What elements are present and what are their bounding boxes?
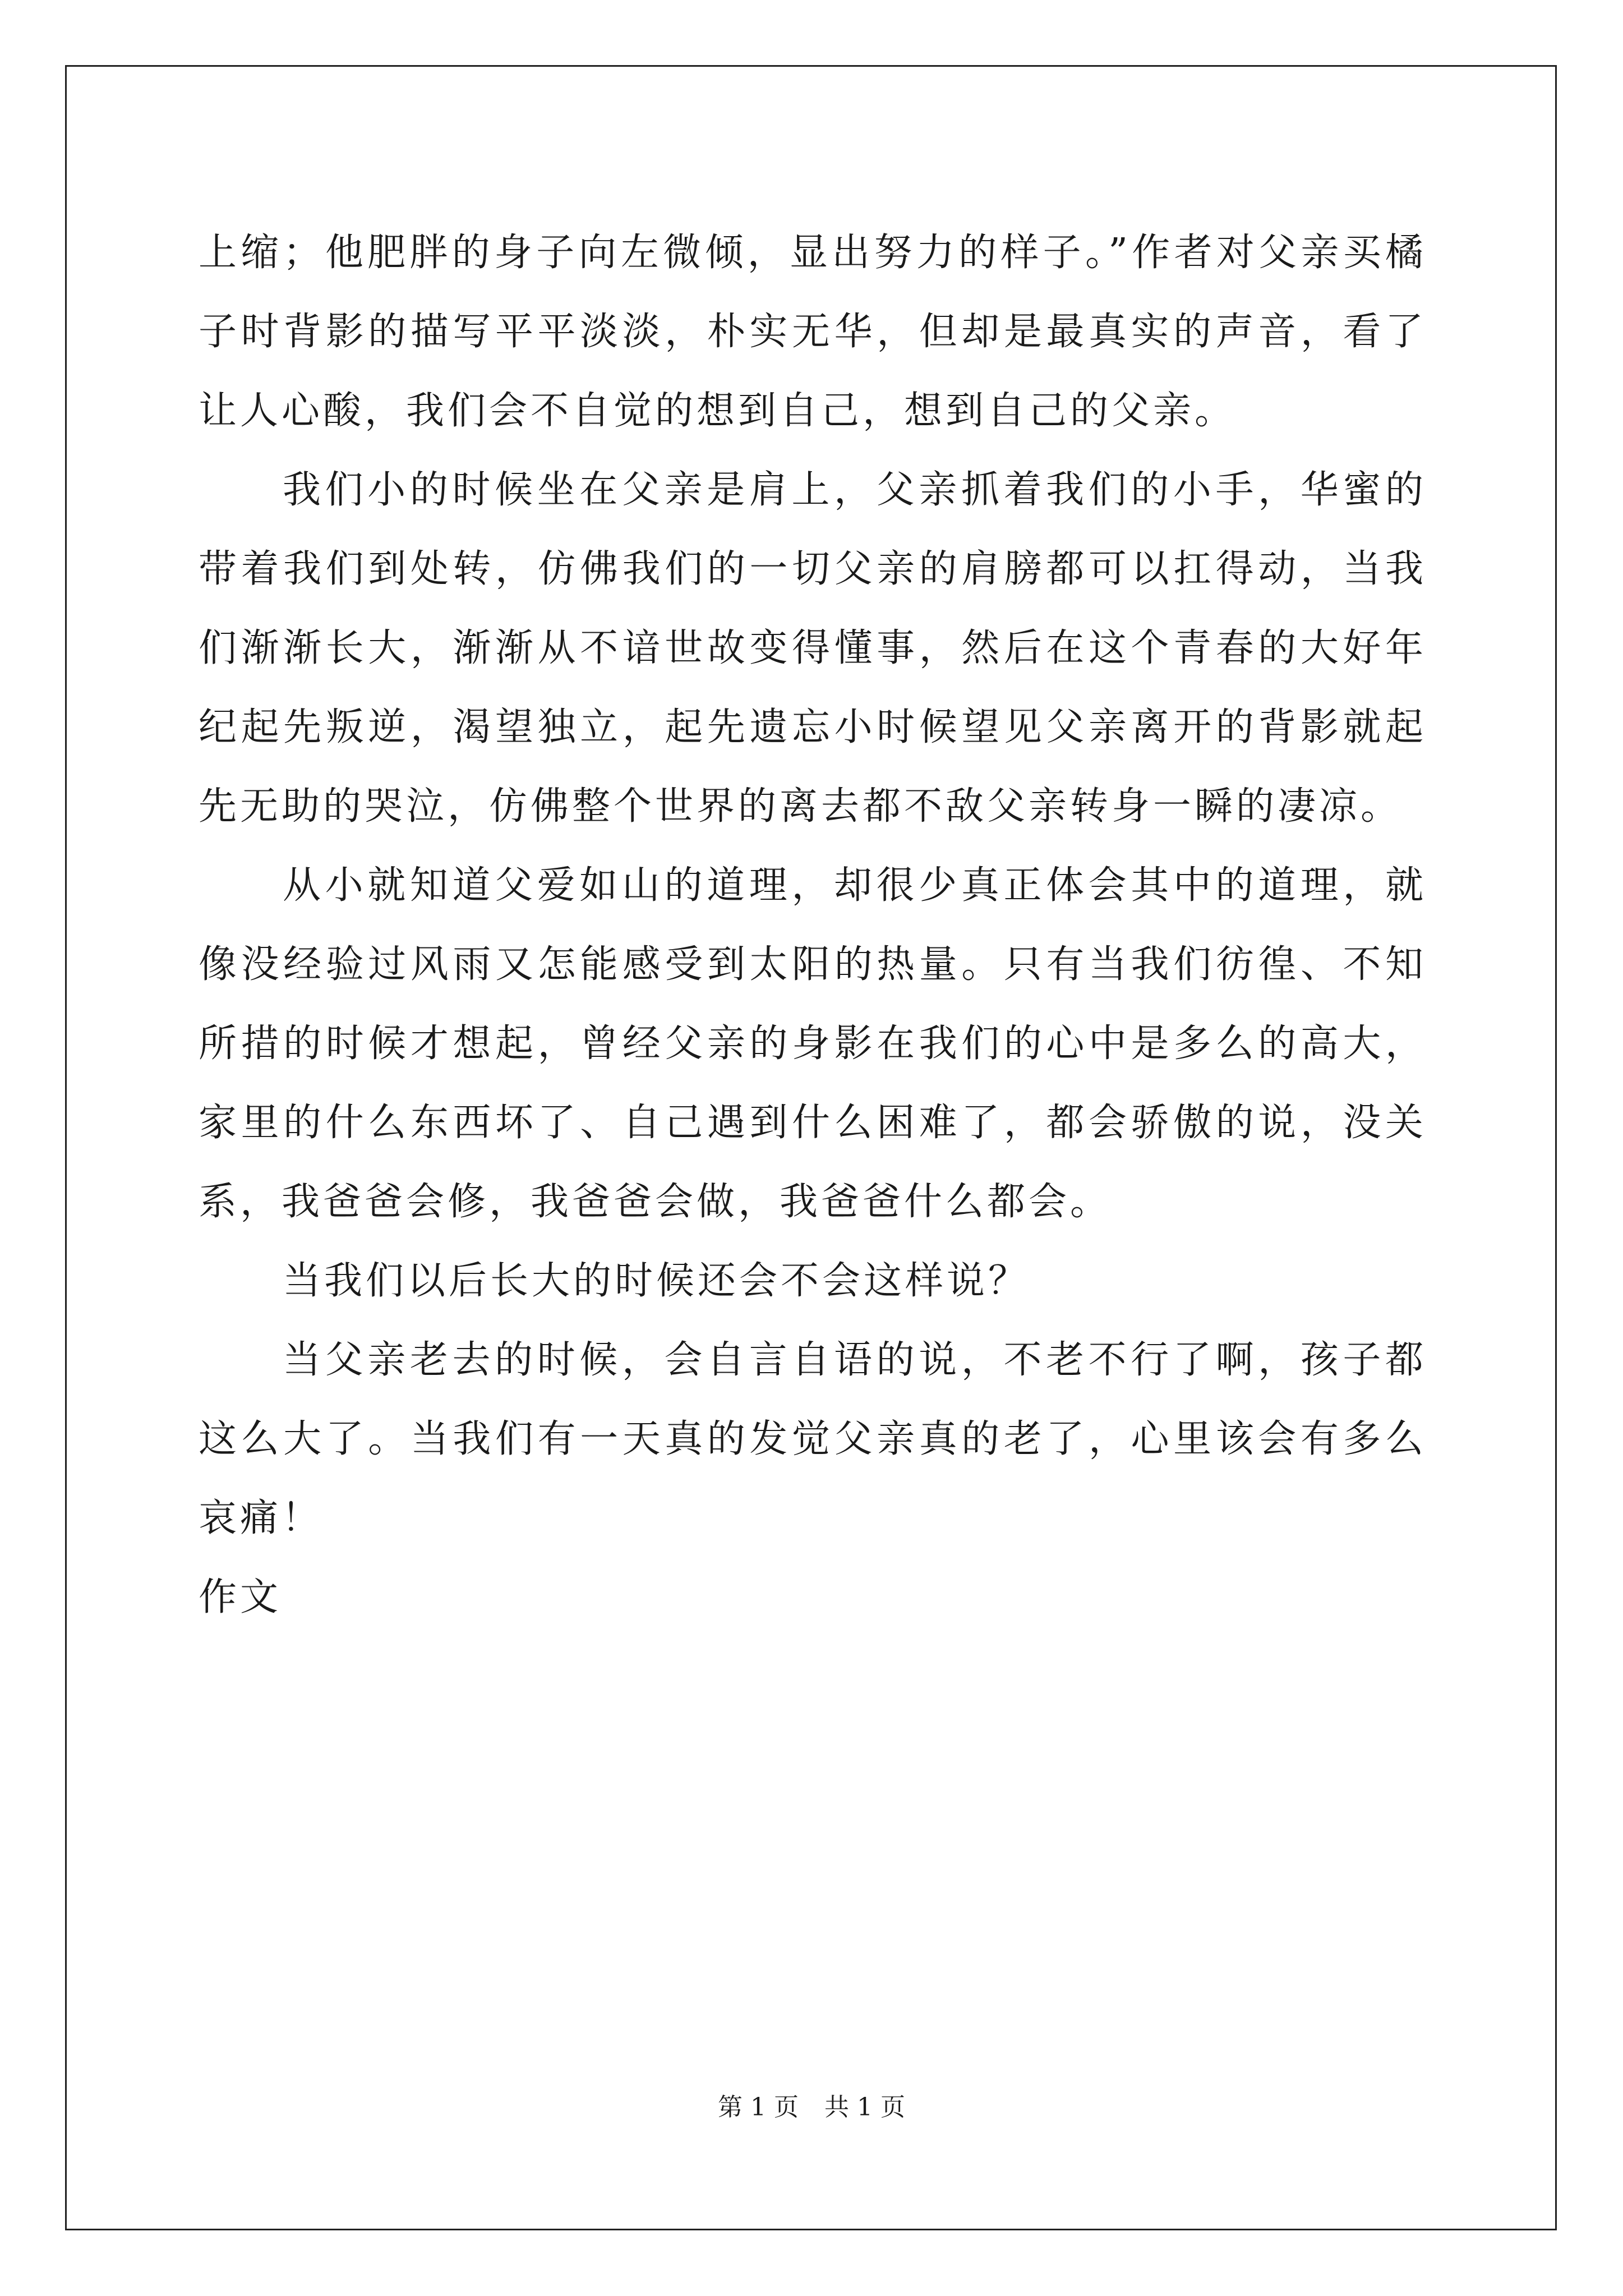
paragraph-6: 作文 [199, 1575, 282, 1619]
paragraph-5: 当父亲老去的时候，会自言自语的说，不老不行了啊，孩子都这么大了。当我们有一天真的发觉父亲真的老了，心里该会有多么哀痛！ [199, 1338, 1427, 1540]
paragraph-1: 上缩；他肥胖的身子向左微倾，显出努力的样子。”作者对父亲买橘子时背影的描写平平淡淡，朴实无华，但却是最真实的声音，看了让人心酸，我们会不自觉的想到自己，想到自己的父亲。 [199, 231, 1427, 433]
page-number: 第 1 页 [718, 2093, 799, 2122]
document-body [199, 213, 1427, 1637]
paragraph-2: 我们小的时候坐在父亲是肩上，父亲抓着我们的小手，华蜜的带着我们到处转，仿佛我们的一切父亲的肩膀都可以扛得动，当我们渐渐长大，渐渐从不谙世故变得懂事，然后在这个青春的大好年纪起先叛逆，渴望独立，起先遗忘小时候望见父亲离开的背影就起先无助的哭泣，仿佛整个世界的离去都不敌父亲转身一瞬的凄凉。 [199, 468, 1427, 829]
page-total: 共 1 页 [824, 2093, 905, 2122]
page-footer [0, 2087, 1623, 2123]
paragraph-4: 当我们以后长大的时候还会不会这样说？ [283, 1259, 1030, 1303]
paragraph-3: 从小就知道父爱如山的道理，却很少真正体会其中的道理，就像没经验过风雨又怎能感受到太阳的热量。只有当我们彷徨、不知所措的时候才想起，曾经父亲的身影在我们的心中是多么的高大，家里的什么东西坏了、自己遇到什么困难了，都会骄傲的说，没关系，我爸爸会修，我爸爸会做，我爸爸什么都会。 [199, 863, 1427, 1224]
